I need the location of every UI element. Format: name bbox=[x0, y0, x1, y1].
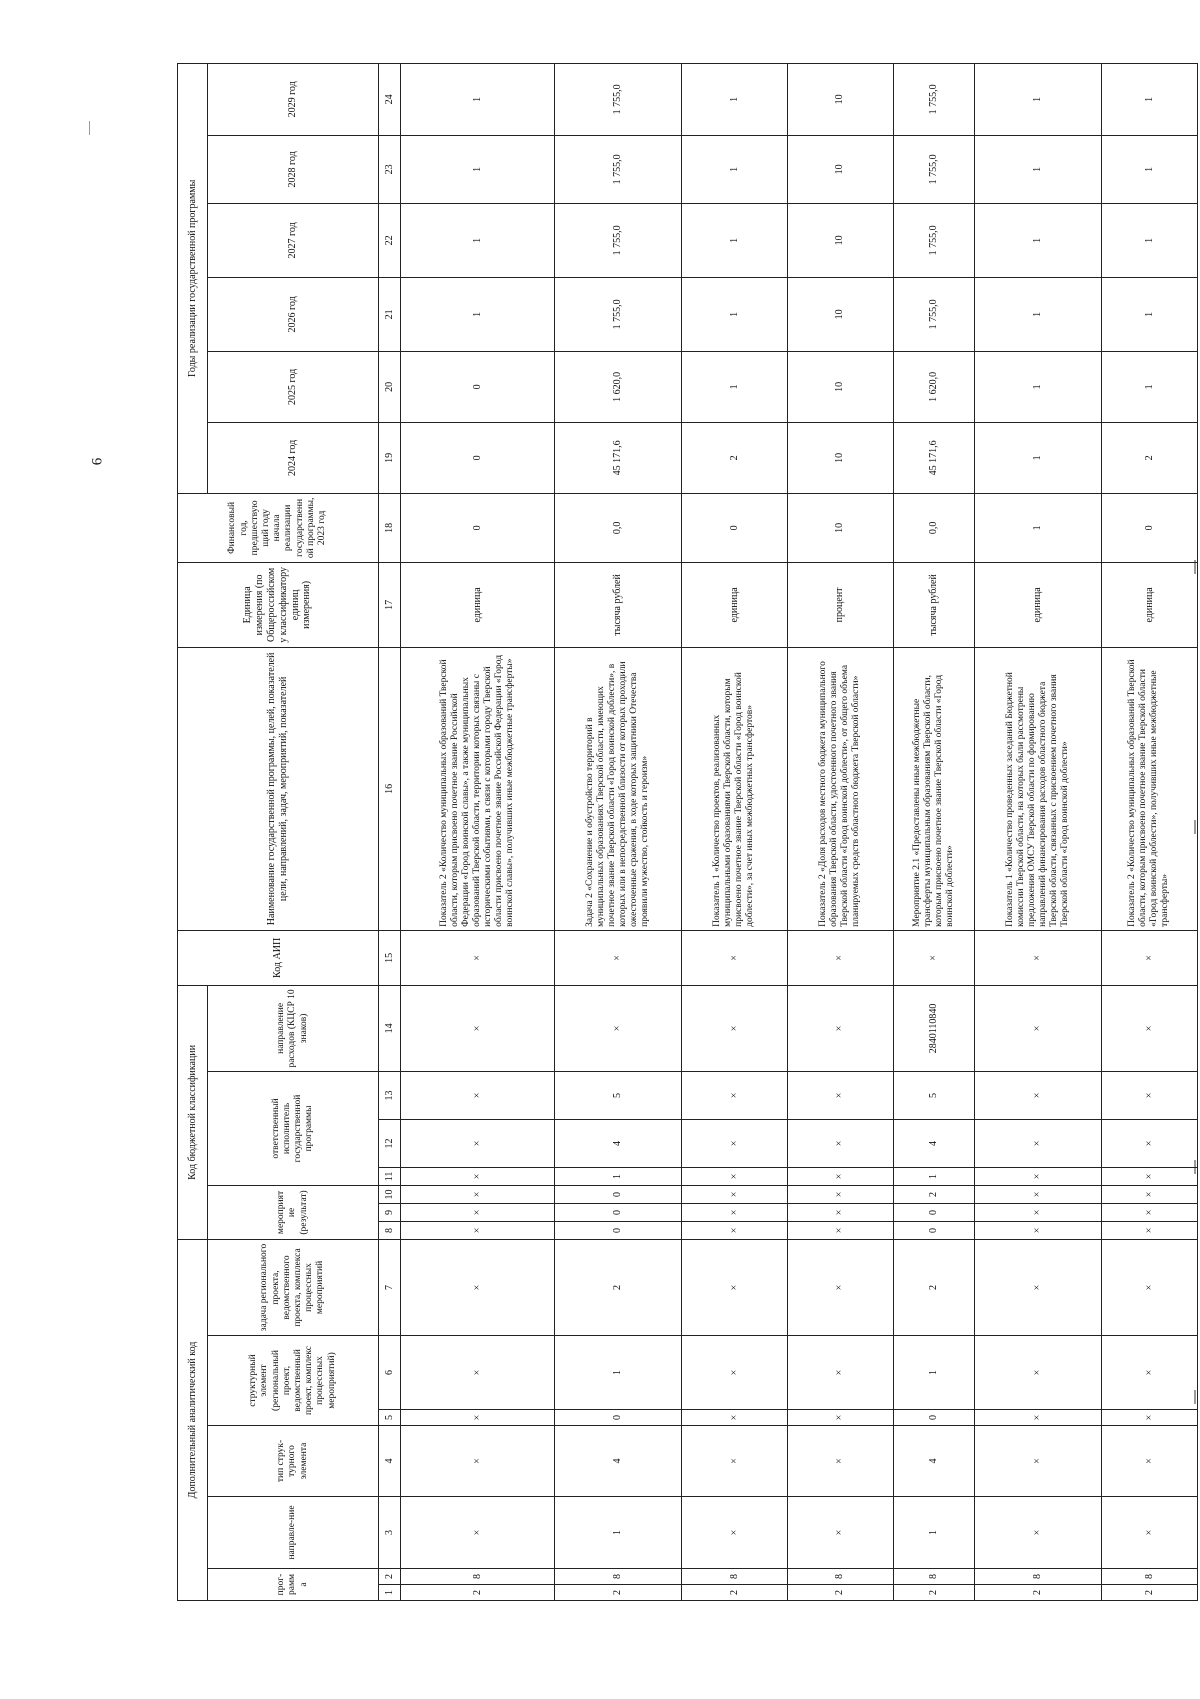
code-cell: × bbox=[401, 1426, 554, 1497]
table-row bbox=[787, 63, 893, 1600]
code-cell: × bbox=[787, 1239, 893, 1335]
header-struct-type: тип струк-турного элемента bbox=[208, 1426, 379, 1497]
code-cell: 4 bbox=[554, 1426, 681, 1497]
code-cell: 2 bbox=[554, 1585, 681, 1601]
code-cell: × bbox=[401, 1239, 554, 1335]
table-row bbox=[682, 63, 788, 1600]
code-cell: × bbox=[974, 1426, 1101, 1497]
row-description: Показатель 1 «Количество проектов, реализованных муниципальными образованиями Тверской области, которым присвоено почетное звание Тверской области «Город воинской доблести», за счет иных межбюджетных трансфертов» bbox=[682, 647, 788, 930]
code-cell: 8 bbox=[1101, 1569, 1197, 1585]
header-base-year: Финансовый год, предшествующий году начала реализации государственной программы, 2023 год bbox=[178, 493, 379, 562]
year-value: 45 171,6 bbox=[554, 422, 681, 493]
col-number: 11 bbox=[378, 1167, 401, 1185]
base-year-value: 0,0 bbox=[893, 493, 974, 562]
row-description: Показатель 2 «Количество муниципальных образований Тверской области, которым присвоено почетное звание Тверской области «Город воинской доблести», получивших иные межбюджетные трансферты» bbox=[1101, 647, 1197, 930]
code-cell: × bbox=[682, 1410, 788, 1426]
code-cell: 0 bbox=[893, 1221, 974, 1239]
header-event: мероприятие (результат) bbox=[208, 1185, 379, 1239]
header-year: 2029 год bbox=[208, 63, 379, 135]
unit-cell: единица bbox=[401, 562, 554, 647]
code-cell: 8 bbox=[787, 1569, 893, 1585]
header-task: задача регионального проекта, ведомственного проекта, комплекса процессных мероприятий bbox=[208, 1239, 379, 1335]
year-value: 10 bbox=[787, 63, 893, 135]
year-value: 10 bbox=[787, 351, 893, 422]
year-value: 0 bbox=[401, 351, 554, 422]
code-cell: × bbox=[401, 1071, 554, 1119]
year-value: 1 755,0 bbox=[893, 135, 974, 203]
header-executor: ответственный исполнитель государственной программы bbox=[208, 1071, 379, 1185]
base-year-value: 0 bbox=[682, 493, 788, 562]
col-number: 16 bbox=[378, 647, 401, 930]
base-year-value: 10 bbox=[787, 493, 893, 562]
col-number: 13 bbox=[378, 1071, 401, 1119]
year-value: 1 bbox=[401, 135, 554, 203]
row-description: Показатель 2 «Доля расходов местного бюджета муниципального образования Тверской области, удостоенного почетного звания Тверской области «Город воинской доблести», от общего объема планируемых средств областного бюджета Тверской области» bbox=[787, 647, 893, 930]
code-cell: × bbox=[787, 985, 893, 1071]
code-cell: × bbox=[787, 1203, 893, 1221]
code-cell: × bbox=[787, 1119, 893, 1167]
unit-cell: единица bbox=[974, 562, 1101, 647]
code-cell: 2 bbox=[682, 1585, 788, 1601]
code-cell: × bbox=[974, 930, 1101, 985]
col-number: 9 bbox=[378, 1203, 401, 1221]
year-value: 1 bbox=[1101, 135, 1197, 203]
header-unit: Единица измерения (по Общероссийскому классификатору единиц измерения) bbox=[178, 562, 379, 647]
col-number: 5 bbox=[378, 1410, 401, 1426]
code-cell: 0 bbox=[554, 1185, 681, 1203]
year-value: 1 bbox=[1101, 277, 1197, 351]
code-cell: × bbox=[401, 1119, 554, 1167]
year-value: 1 bbox=[1101, 63, 1197, 135]
base-year-value: 0 bbox=[401, 493, 554, 562]
code-cell: × bbox=[401, 1410, 554, 1426]
year-value: 10 bbox=[787, 277, 893, 351]
code-cell: × bbox=[974, 1410, 1101, 1426]
code-cell: 5 bbox=[554, 1071, 681, 1119]
header-program: прог-рамма bbox=[208, 1569, 379, 1601]
year-value: 10 bbox=[787, 135, 893, 203]
header-year: 2026 год bbox=[208, 277, 379, 351]
table-row bbox=[554, 63, 681, 1600]
code-cell: 2 bbox=[787, 1585, 893, 1601]
code-cell: × bbox=[1101, 1167, 1197, 1185]
year-value: 1 bbox=[682, 203, 788, 277]
year-value: 1 755,0 bbox=[554, 135, 681, 203]
header-struct-elem: структурный элемент (региональный проект, ведомственный проект, комплекс процессных мероприятий) bbox=[208, 1336, 379, 1426]
year-value: 1 bbox=[974, 351, 1101, 422]
code-cell: × bbox=[401, 985, 554, 1071]
code-cell: 1 bbox=[893, 1497, 974, 1569]
year-value: 1 bbox=[974, 422, 1101, 493]
col-number: 17 bbox=[378, 562, 401, 647]
code-cell: × bbox=[1101, 1071, 1197, 1119]
code-cell: 1 bbox=[554, 1497, 681, 1569]
year-value: 1 755,0 bbox=[893, 63, 974, 135]
year-value: 1 bbox=[682, 277, 788, 351]
code-cell: × bbox=[682, 1119, 788, 1167]
column-number-row bbox=[378, 63, 401, 1600]
col-number: 8 bbox=[378, 1221, 401, 1239]
year-value: 45 171,6 bbox=[893, 422, 974, 493]
code-cell: × bbox=[1101, 1119, 1197, 1167]
code-cell: × bbox=[401, 1336, 554, 1410]
code-cell: 0 bbox=[554, 1410, 681, 1426]
code-cell: × bbox=[682, 1167, 788, 1185]
code-cell: × bbox=[554, 985, 681, 1071]
code-cell: × bbox=[974, 1239, 1101, 1335]
row-description: Задача 2 «Сохранение и обустройство территорий в муниципальных образованиях Тверской области, имеющих почетное звание Тверской области «Город воинской доблести», в которых или в непосредственной близости от которых проходили ожесточенные сражения, в ходе которых защитники Отечества проявили мужество, стойкость и героизм» bbox=[554, 647, 681, 930]
code-cell: × bbox=[1101, 1185, 1197, 1203]
col-number: 19 bbox=[378, 422, 401, 493]
col-number: 3 bbox=[378, 1497, 401, 1569]
base-year-value: 0,0 bbox=[554, 493, 681, 562]
col-number: 10 bbox=[378, 1185, 401, 1203]
header-year: 2028 год bbox=[208, 135, 379, 203]
code-cell: 1 bbox=[554, 1336, 681, 1410]
code-cell: × bbox=[554, 930, 681, 985]
col-number: 22 bbox=[378, 203, 401, 277]
col-number: 18 bbox=[378, 493, 401, 562]
year-value: 1 620,0 bbox=[893, 351, 974, 422]
code-cell: × bbox=[682, 1497, 788, 1569]
year-value: 10 bbox=[787, 422, 893, 493]
col-number: 7 bbox=[378, 1239, 401, 1335]
code-cell: × bbox=[974, 985, 1101, 1071]
header-year: 2027 год bbox=[208, 203, 379, 277]
code-cell: × bbox=[1101, 1426, 1197, 1497]
code-cell: 8 bbox=[974, 1569, 1101, 1585]
code-cell: × bbox=[974, 1071, 1101, 1119]
code-cell: 2 bbox=[554, 1239, 681, 1335]
table-row bbox=[1101, 63, 1197, 1600]
table-row bbox=[974, 63, 1101, 1600]
year-value: 1 bbox=[401, 277, 554, 351]
code-cell: × bbox=[974, 1497, 1101, 1569]
year-value: 1 bbox=[682, 63, 788, 135]
col-number: 23 bbox=[378, 135, 401, 203]
col-number: 15 bbox=[378, 930, 401, 985]
code-cell: × bbox=[787, 1221, 893, 1239]
header-analytic-group: Дополнительный аналитический код bbox=[178, 1239, 208, 1600]
code-cell: × bbox=[787, 1185, 893, 1203]
code-cell: × bbox=[401, 1221, 554, 1239]
year-value: 1 bbox=[974, 63, 1101, 135]
code-cell: × bbox=[401, 1185, 554, 1203]
col-number: 20 bbox=[378, 351, 401, 422]
header-year: 2025 год bbox=[208, 351, 379, 422]
table-row bbox=[893, 63, 974, 1600]
code-cell: × bbox=[682, 1239, 788, 1335]
year-value: 0 bbox=[401, 422, 554, 493]
header-direction: направле-ние bbox=[208, 1497, 379, 1569]
col-number: 1 bbox=[378, 1585, 401, 1601]
code-cell: × bbox=[682, 1426, 788, 1497]
table-row bbox=[401, 63, 554, 1600]
code-cell: 1 bbox=[893, 1336, 974, 1410]
code-cell: × bbox=[682, 1221, 788, 1239]
code-cell: × bbox=[787, 1071, 893, 1119]
code-cell: × bbox=[682, 930, 788, 985]
year-value: 1 755,0 bbox=[893, 277, 974, 351]
code-cell: 0 bbox=[554, 1221, 681, 1239]
code-cell: × bbox=[974, 1185, 1101, 1203]
col-number: 24 bbox=[378, 63, 401, 135]
year-value: 1 755,0 bbox=[554, 63, 681, 135]
program-indicators-table bbox=[177, 63, 1198, 1601]
unit-cell: единица bbox=[682, 562, 788, 647]
code-cell: 2 bbox=[893, 1585, 974, 1601]
col-number: 12 bbox=[378, 1119, 401, 1167]
year-value: 1 bbox=[1101, 351, 1197, 422]
year-value: 1 bbox=[401, 63, 554, 135]
col-number: 2 bbox=[378, 1569, 401, 1585]
year-value: 2 bbox=[682, 422, 788, 493]
unit-cell: тысяча рублей bbox=[893, 562, 974, 647]
year-value: 1 bbox=[974, 135, 1101, 203]
code-cell: 2 bbox=[893, 1239, 974, 1335]
year-value: 1 bbox=[974, 277, 1101, 351]
code-cell: 0 bbox=[893, 1410, 974, 1426]
unit-cell: процент bbox=[787, 562, 893, 647]
code-cell: × bbox=[787, 1336, 893, 1410]
header-expense: направление расходов (КЦСР 10 знаков) bbox=[208, 985, 379, 1071]
code-cell: × bbox=[682, 1203, 788, 1221]
row-description: Показатель 2 «Количество муниципальных образований Тверской области, которым присвоено почетное звание Российской Федерации «Город воинской славы», а также муниципальных образований Тверской области, территории которых связаны с историческими событиями, в связи с которыми городу Тверской области присвоено почетное звание Российской Федерации «Город воинской славы», получивших иные межбюджетные трансферты» bbox=[401, 647, 554, 930]
header-name: Наименование государственной программы, целей, показателей цели, направлений, задач, мероприятий, показателей bbox=[178, 647, 379, 930]
code-cell: 4 bbox=[554, 1119, 681, 1167]
code-cell: × bbox=[787, 1497, 893, 1569]
code-cell: × bbox=[787, 1426, 893, 1497]
row-description: Мероприятие 2.1 «Предоставлены иные межбюджетные трансферты муниципальным образованиям Тверской области, которым присвоено почетное звание Тверской области «Город воинской доблести» bbox=[893, 647, 974, 930]
code-cell: 4 bbox=[893, 1426, 974, 1497]
year-value: 1 bbox=[682, 351, 788, 422]
header-budget-group: Код бюджетной классификации bbox=[178, 985, 208, 1239]
header-kod-aip: Код АИП bbox=[178, 930, 379, 985]
code-cell: × bbox=[682, 985, 788, 1071]
code-cell: 8 bbox=[401, 1569, 554, 1585]
page-number: 6 bbox=[89, 457, 106, 466]
unit-cell: единица bbox=[1101, 562, 1197, 647]
code-cell: × bbox=[1101, 1336, 1197, 1410]
base-year-value: 0 bbox=[1101, 493, 1197, 562]
code-cell: 5 bbox=[893, 1071, 974, 1119]
code-cell: 2 bbox=[1101, 1585, 1197, 1601]
code-cell: × bbox=[682, 1185, 788, 1203]
code-cell: 1 bbox=[554, 1167, 681, 1185]
code-cell: 2 bbox=[401, 1585, 554, 1601]
code-cell: × bbox=[974, 1119, 1101, 1167]
col-number: 21 bbox=[378, 277, 401, 351]
code-cell: × bbox=[787, 1167, 893, 1185]
code-cell: × bbox=[1101, 985, 1197, 1071]
code-cell: × bbox=[1101, 1497, 1197, 1569]
unit-cell: тысяча рублей bbox=[554, 562, 681, 647]
code-cell: × bbox=[974, 1221, 1101, 1239]
code-cell: 0 bbox=[554, 1203, 681, 1221]
code-cell: 8 bbox=[554, 1569, 681, 1585]
code-cell: × bbox=[1101, 1410, 1197, 1426]
year-value: 1 bbox=[401, 203, 554, 277]
code-cell: 4 bbox=[893, 1119, 974, 1167]
code-cell: × bbox=[401, 930, 554, 985]
code-cell: × bbox=[787, 1410, 893, 1426]
year-value: 1 bbox=[1101, 203, 1197, 277]
code-cell: 2840110840 bbox=[893, 985, 974, 1071]
code-cell: × bbox=[401, 1203, 554, 1221]
year-value: 1 bbox=[974, 203, 1101, 277]
code-cell: × bbox=[974, 1336, 1101, 1410]
header-years-group: Годы реализации государственной программы bbox=[178, 63, 208, 493]
code-cell: 8 bbox=[682, 1569, 788, 1585]
row-description: Показатель 1 «Количество проведенных заседаний Бюджетной комиссии Тверской области, на которых были рассмотрены предложения ОМСУ Тверской области по формированию направлений финансирования расходов областного бюджета Тверской области, связанных с присвоением почетного звания Тверской области «Город воинской доблести» bbox=[974, 647, 1101, 930]
code-cell: × bbox=[1101, 1203, 1197, 1221]
code-cell: × bbox=[974, 1203, 1101, 1221]
code-cell: 1 bbox=[893, 1167, 974, 1185]
code-cell: × bbox=[893, 930, 974, 985]
base-year-value: 1 bbox=[974, 493, 1101, 562]
code-cell: × bbox=[974, 1167, 1101, 1185]
code-cell: × bbox=[787, 930, 893, 985]
code-cell: × bbox=[1101, 930, 1197, 985]
code-cell: × bbox=[1101, 1221, 1197, 1239]
code-cell: × bbox=[682, 1071, 788, 1119]
header-year: 2024 год bbox=[208, 422, 379, 493]
col-number: 6 bbox=[378, 1336, 401, 1410]
rotated-table-container bbox=[177, 81, 1198, 1601]
year-value: 2 bbox=[1101, 422, 1197, 493]
col-number: 4 bbox=[378, 1426, 401, 1497]
code-cell: × bbox=[401, 1167, 554, 1185]
year-value: 1 620,0 bbox=[554, 351, 681, 422]
year-value: 10 bbox=[787, 203, 893, 277]
year-value: 1 755,0 bbox=[893, 203, 974, 277]
code-cell: 2 bbox=[974, 1585, 1101, 1601]
code-cell: 2 bbox=[893, 1185, 974, 1203]
col-number: 14 bbox=[378, 985, 401, 1071]
code-cell: × bbox=[682, 1336, 788, 1410]
code-cell: 8 bbox=[893, 1569, 974, 1585]
scan-edge-mark bbox=[89, 121, 90, 135]
year-value: 1 bbox=[682, 135, 788, 203]
year-value: 1 755,0 bbox=[554, 203, 681, 277]
code-cell: × bbox=[401, 1497, 554, 1569]
code-cell: 0 bbox=[893, 1203, 974, 1221]
code-cell: × bbox=[1101, 1239, 1197, 1335]
year-value: 1 755,0 bbox=[554, 277, 681, 351]
